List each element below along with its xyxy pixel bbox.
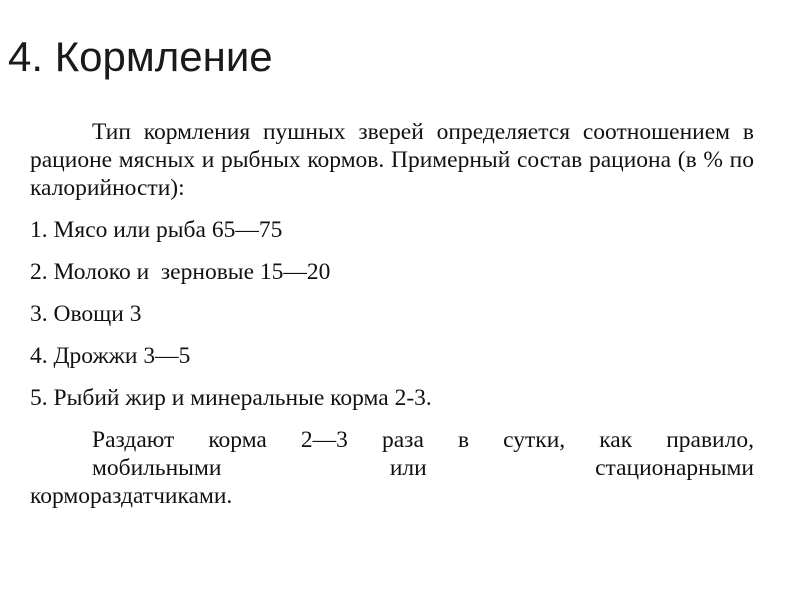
closing-paragraph-line-1: Раздают корма 2—3 раза в сутки, как правило, bbox=[92, 427, 754, 453]
closing-paragraph-line-3: кормораздатчиками. bbox=[30, 483, 233, 509]
intro-paragraph: Тип кормления пушных зверей определяется соотношением в рационе мясных и рыбных кормов. Примерный состав рациона (в % по калорийности): bbox=[30, 119, 754, 201]
ration-item-meat-fish: 1. Мясо или рыба 65—75 bbox=[30, 217, 283, 243]
closing-paragraph-line-2: мобильными или стационарными bbox=[92, 455, 754, 481]
ration-item-vegetables: 3. Овощи 3 bbox=[30, 301, 142, 327]
slide-title: 4. Кормление bbox=[8, 33, 273, 80]
closing-paragraph bbox=[30, 426, 754, 510]
ration-item-fish-oil-minerals: 5. Рыбий жир и минеральные корма 2-3. bbox=[30, 385, 432, 411]
ration-item-yeast: 4. Дрожжи 3—5 bbox=[30, 343, 191, 369]
ration-item-milk-grain: 2. Молоко и зерновые 15—20 bbox=[30, 259, 331, 285]
slide-body bbox=[30, 118, 754, 510]
ration-list bbox=[30, 216, 754, 412]
